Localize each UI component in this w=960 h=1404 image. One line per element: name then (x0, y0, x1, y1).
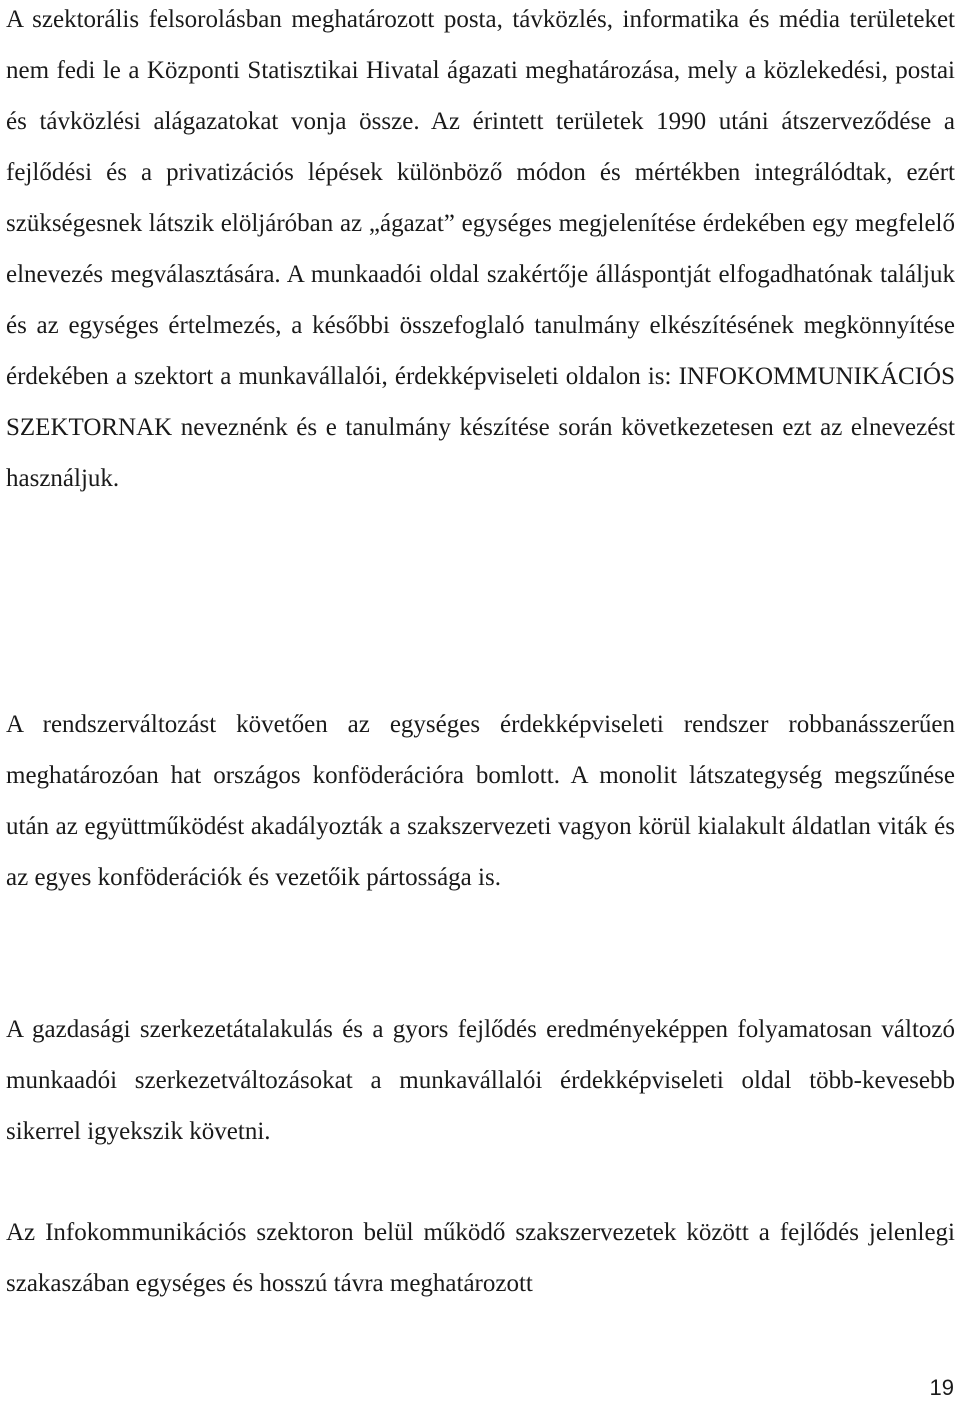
page-number: 19 (929, 1375, 954, 1400)
paragraph-sector-naming: A szektorális felsorolásban meghatározott posta, távközlés, informatika és média területeket nem fedi le a Központi Statisztikai Hivatal ágazati meghatározása, mely a közlekedési, postai és távközlési alágazatokat vonja össze. Az érintett területek 1990 utáni átszerveződése a fejlődési és a privatizációs lépések különböző módon és mértékben integrálódtak, ezért szükségesnek látszik elöljáróban az „ágazat” egységes megjelenítése érdekében egy megfelelő elnevezés megválasztására. A munkaadói oldal szakértője álláspontját elfogadhatónak találjuk és az egységes értelmezés, a későbbi összefoglaló tanulmány elkészítésének megkönnyítése érdekében a szektort a munkavállalói, érdekképviseleti oldalon is: INFOKOMMUNIKÁCIÓS SZEKTORNAK neveznénk és e tanulmány készítése során következetesen ezt az elnevezést használjuk. (6, 6, 955, 492)
paragraph-economic-restructuring: A gazdasági szerkezetátalakulás és a gyors fejlődés eredményeképpen folyamatosan változó munkaadói szerkezetváltozásokat a munkavállalói érdekképviseleti oldal több-kevesebb sikerrel igyekszik követni. (6, 1016, 955, 1145)
paragraph-infocom-unions: Az Infokommunikációs szektoron belül működő szakszervezetek között a fejlődés jelenlegi szakaszában egységes és hosszú távra meghatározott (6, 1219, 955, 1297)
paragraph-regime-change: A rendszerváltozást követően az egységes érdekképviseleti rendszer robbanásszerűen meghatározóan hat országos konföderációra bomlott. A monolit látszategység megszűnése után az együttműködést akadályozták a szakszervezeti vagyon körül kialakult áldatlan viták és az egyes konföderációk és vezetőik pártossága is. (6, 711, 955, 891)
